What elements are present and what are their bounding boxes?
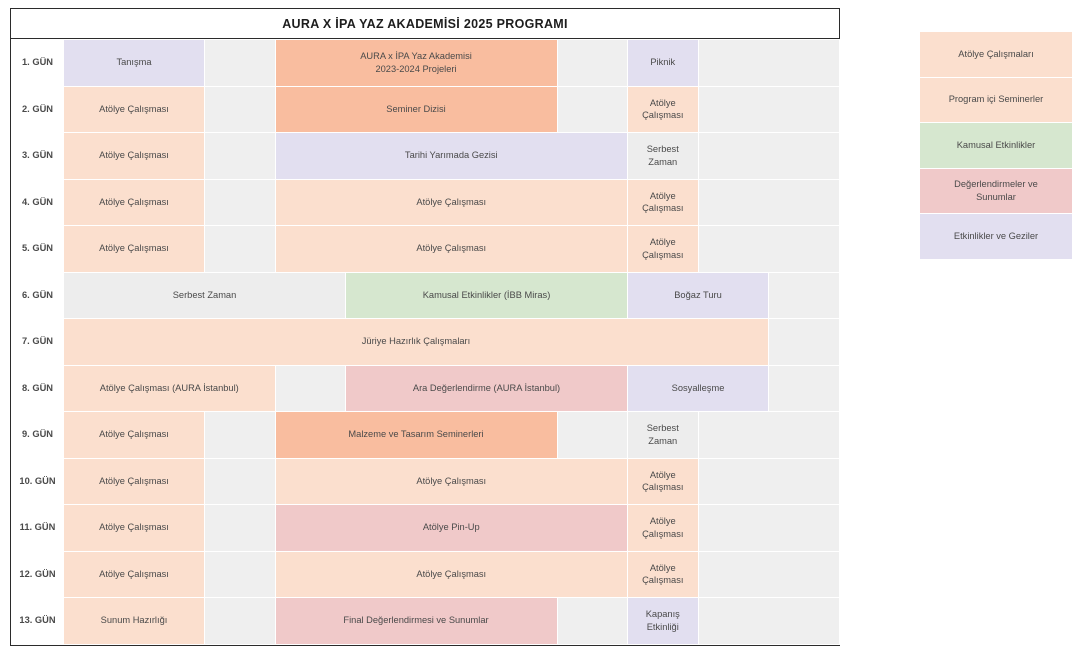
legend-item: Kamusal Etkinlikler — [920, 123, 1072, 169]
activity-cell[interactable]: Atölye Çalışması — [64, 551, 205, 598]
empty-cell — [698, 226, 839, 273]
activity-cell[interactable]: Final Değerlendirmesi ve Sunumlar — [275, 598, 557, 645]
empty-cell — [698, 412, 839, 459]
table-row — [12, 412, 840, 459]
activity-cell[interactable]: Atölye Çalışması — [628, 551, 699, 598]
activity-cell[interactable]: Atölye Çalışması — [64, 458, 205, 505]
table-row — [12, 133, 840, 180]
empty-cell — [557, 86, 628, 133]
activity-cell[interactable]: Atölye Çalışması — [628, 226, 699, 273]
empty-cell — [557, 412, 628, 459]
activity-cell[interactable]: Atölye Çalışması — [628, 86, 699, 133]
activity-cell[interactable]: Serbest Zaman — [628, 133, 699, 180]
day-label: 5. GÜN — [12, 226, 64, 273]
activity-cell[interactable]: Tarihi Yarımada Gezisi — [275, 133, 628, 180]
empty-cell — [205, 505, 276, 552]
activity-cell[interactable]: Atölye Çalışması — [64, 179, 205, 226]
activity-cell[interactable]: Jüriye Hazırlık Çalışmaları — [64, 319, 769, 366]
table-row — [12, 86, 840, 133]
table-row — [12, 365, 840, 412]
activity-cell[interactable]: Ara Değerlendirme (AURA İstanbul) — [346, 365, 628, 412]
day-label: 1. GÜN — [12, 40, 64, 87]
day-label: 12. GÜN — [12, 551, 64, 598]
activity-cell[interactable]: Atölye Çalışması — [64, 86, 205, 133]
activity-cell[interactable]: Tanışma — [64, 40, 205, 87]
legend-item: Atölye Çalışmaları — [920, 32, 1072, 78]
activity-cell[interactable]: Atölye Çalışması — [275, 458, 628, 505]
empty-cell — [275, 365, 346, 412]
legend-panel — [920, 32, 1072, 260]
table-row — [12, 179, 840, 226]
activity-cell[interactable]: Kamusal Etkinlikler (İBB Miras) — [346, 272, 628, 319]
empty-cell — [205, 412, 276, 459]
empty-cell — [698, 40, 839, 87]
table-row — [12, 40, 840, 87]
legend-item: Program içi Seminerler — [920, 78, 1072, 124]
activity-cell[interactable]: Atölye Çalışması — [628, 505, 699, 552]
table-row — [12, 226, 840, 273]
empty-cell — [205, 226, 276, 273]
empty-cell — [205, 551, 276, 598]
activity-cell[interactable]: Sosyalleşme — [628, 365, 769, 412]
table-row — [12, 551, 840, 598]
table-row — [12, 319, 840, 366]
table-row — [12, 272, 840, 319]
activity-cell[interactable]: Atölye Çalışması (AURA İstanbul) — [64, 365, 276, 412]
day-label: 3. GÜN — [12, 133, 64, 180]
activity-cell[interactable]: Sunum Hazırlığı — [64, 598, 205, 645]
activity-cell[interactable]: AURA x İPA Yaz Akademisi 2023-2024 Projeleri — [275, 40, 557, 87]
empty-cell — [205, 598, 276, 645]
empty-cell — [557, 598, 628, 645]
day-label: 13. GÜN — [12, 598, 64, 645]
day-label: 11. GÜN — [12, 505, 64, 552]
activity-cell[interactable]: Kapanış Etkinliği — [628, 598, 699, 645]
table-row — [12, 505, 840, 552]
schedule-grid — [11, 39, 840, 645]
empty-cell — [769, 319, 840, 366]
empty-cell — [698, 179, 839, 226]
activity-cell[interactable]: Atölye Çalışması — [628, 458, 699, 505]
empty-cell — [698, 598, 839, 645]
empty-cell — [698, 133, 839, 180]
table-row — [12, 598, 840, 645]
day-label: 2. GÜN — [12, 86, 64, 133]
empty-cell — [698, 458, 839, 505]
activity-cell[interactable]: Piknik — [628, 40, 699, 87]
activity-cell[interactable]: Malzeme ve Tasarım Seminerleri — [275, 412, 557, 459]
empty-cell — [769, 365, 840, 412]
schedule-table — [10, 8, 840, 646]
day-label: 9. GÜN — [12, 412, 64, 459]
empty-cell — [205, 458, 276, 505]
legend-item: Etkinlikler ve Geziler — [920, 214, 1072, 260]
day-label: 10. GÜN — [12, 458, 64, 505]
day-label: 8. GÜN — [12, 365, 64, 412]
activity-cell[interactable]: Boğaz Turu — [628, 272, 769, 319]
day-label: 4. GÜN — [12, 179, 64, 226]
activity-cell[interactable]: Serbest Zaman — [64, 272, 346, 319]
activity-cell[interactable]: Serbest Zaman — [628, 412, 699, 459]
empty-cell — [769, 272, 840, 319]
activity-cell[interactable]: Atölye Çalışması — [275, 551, 628, 598]
table-row — [12, 458, 840, 505]
activity-cell[interactable]: Atölye Çalışması — [64, 133, 205, 180]
empty-cell — [698, 86, 839, 133]
schedule-title: AURA X İPA YAZ AKADEMİSİ 2025 PROGRAMI — [11, 9, 839, 39]
day-label: 7. GÜN — [12, 319, 64, 366]
empty-cell — [205, 179, 276, 226]
day-label: 6. GÜN — [12, 272, 64, 319]
activity-cell[interactable]: Atölye Çalışması — [275, 179, 628, 226]
activity-cell[interactable]: Atölye Çalışması — [64, 505, 205, 552]
empty-cell — [557, 40, 628, 87]
empty-cell — [698, 505, 839, 552]
activity-cell[interactable]: Atölye Pin-Up — [275, 505, 628, 552]
activity-cell[interactable]: Atölye Çalışması — [64, 412, 205, 459]
empty-cell — [698, 551, 839, 598]
activity-cell[interactable]: Atölye Çalışması — [64, 226, 205, 273]
activity-cell[interactable]: Atölye Çalışması — [275, 226, 628, 273]
empty-cell — [205, 40, 276, 87]
activity-cell[interactable]: Seminer Dizisi — [275, 86, 557, 133]
empty-cell — [205, 133, 276, 180]
activity-cell[interactable]: Atölye Çalışması — [628, 179, 699, 226]
empty-cell — [205, 86, 276, 133]
legend-item: Değerlendirmeler ve Sunumlar — [920, 169, 1072, 215]
